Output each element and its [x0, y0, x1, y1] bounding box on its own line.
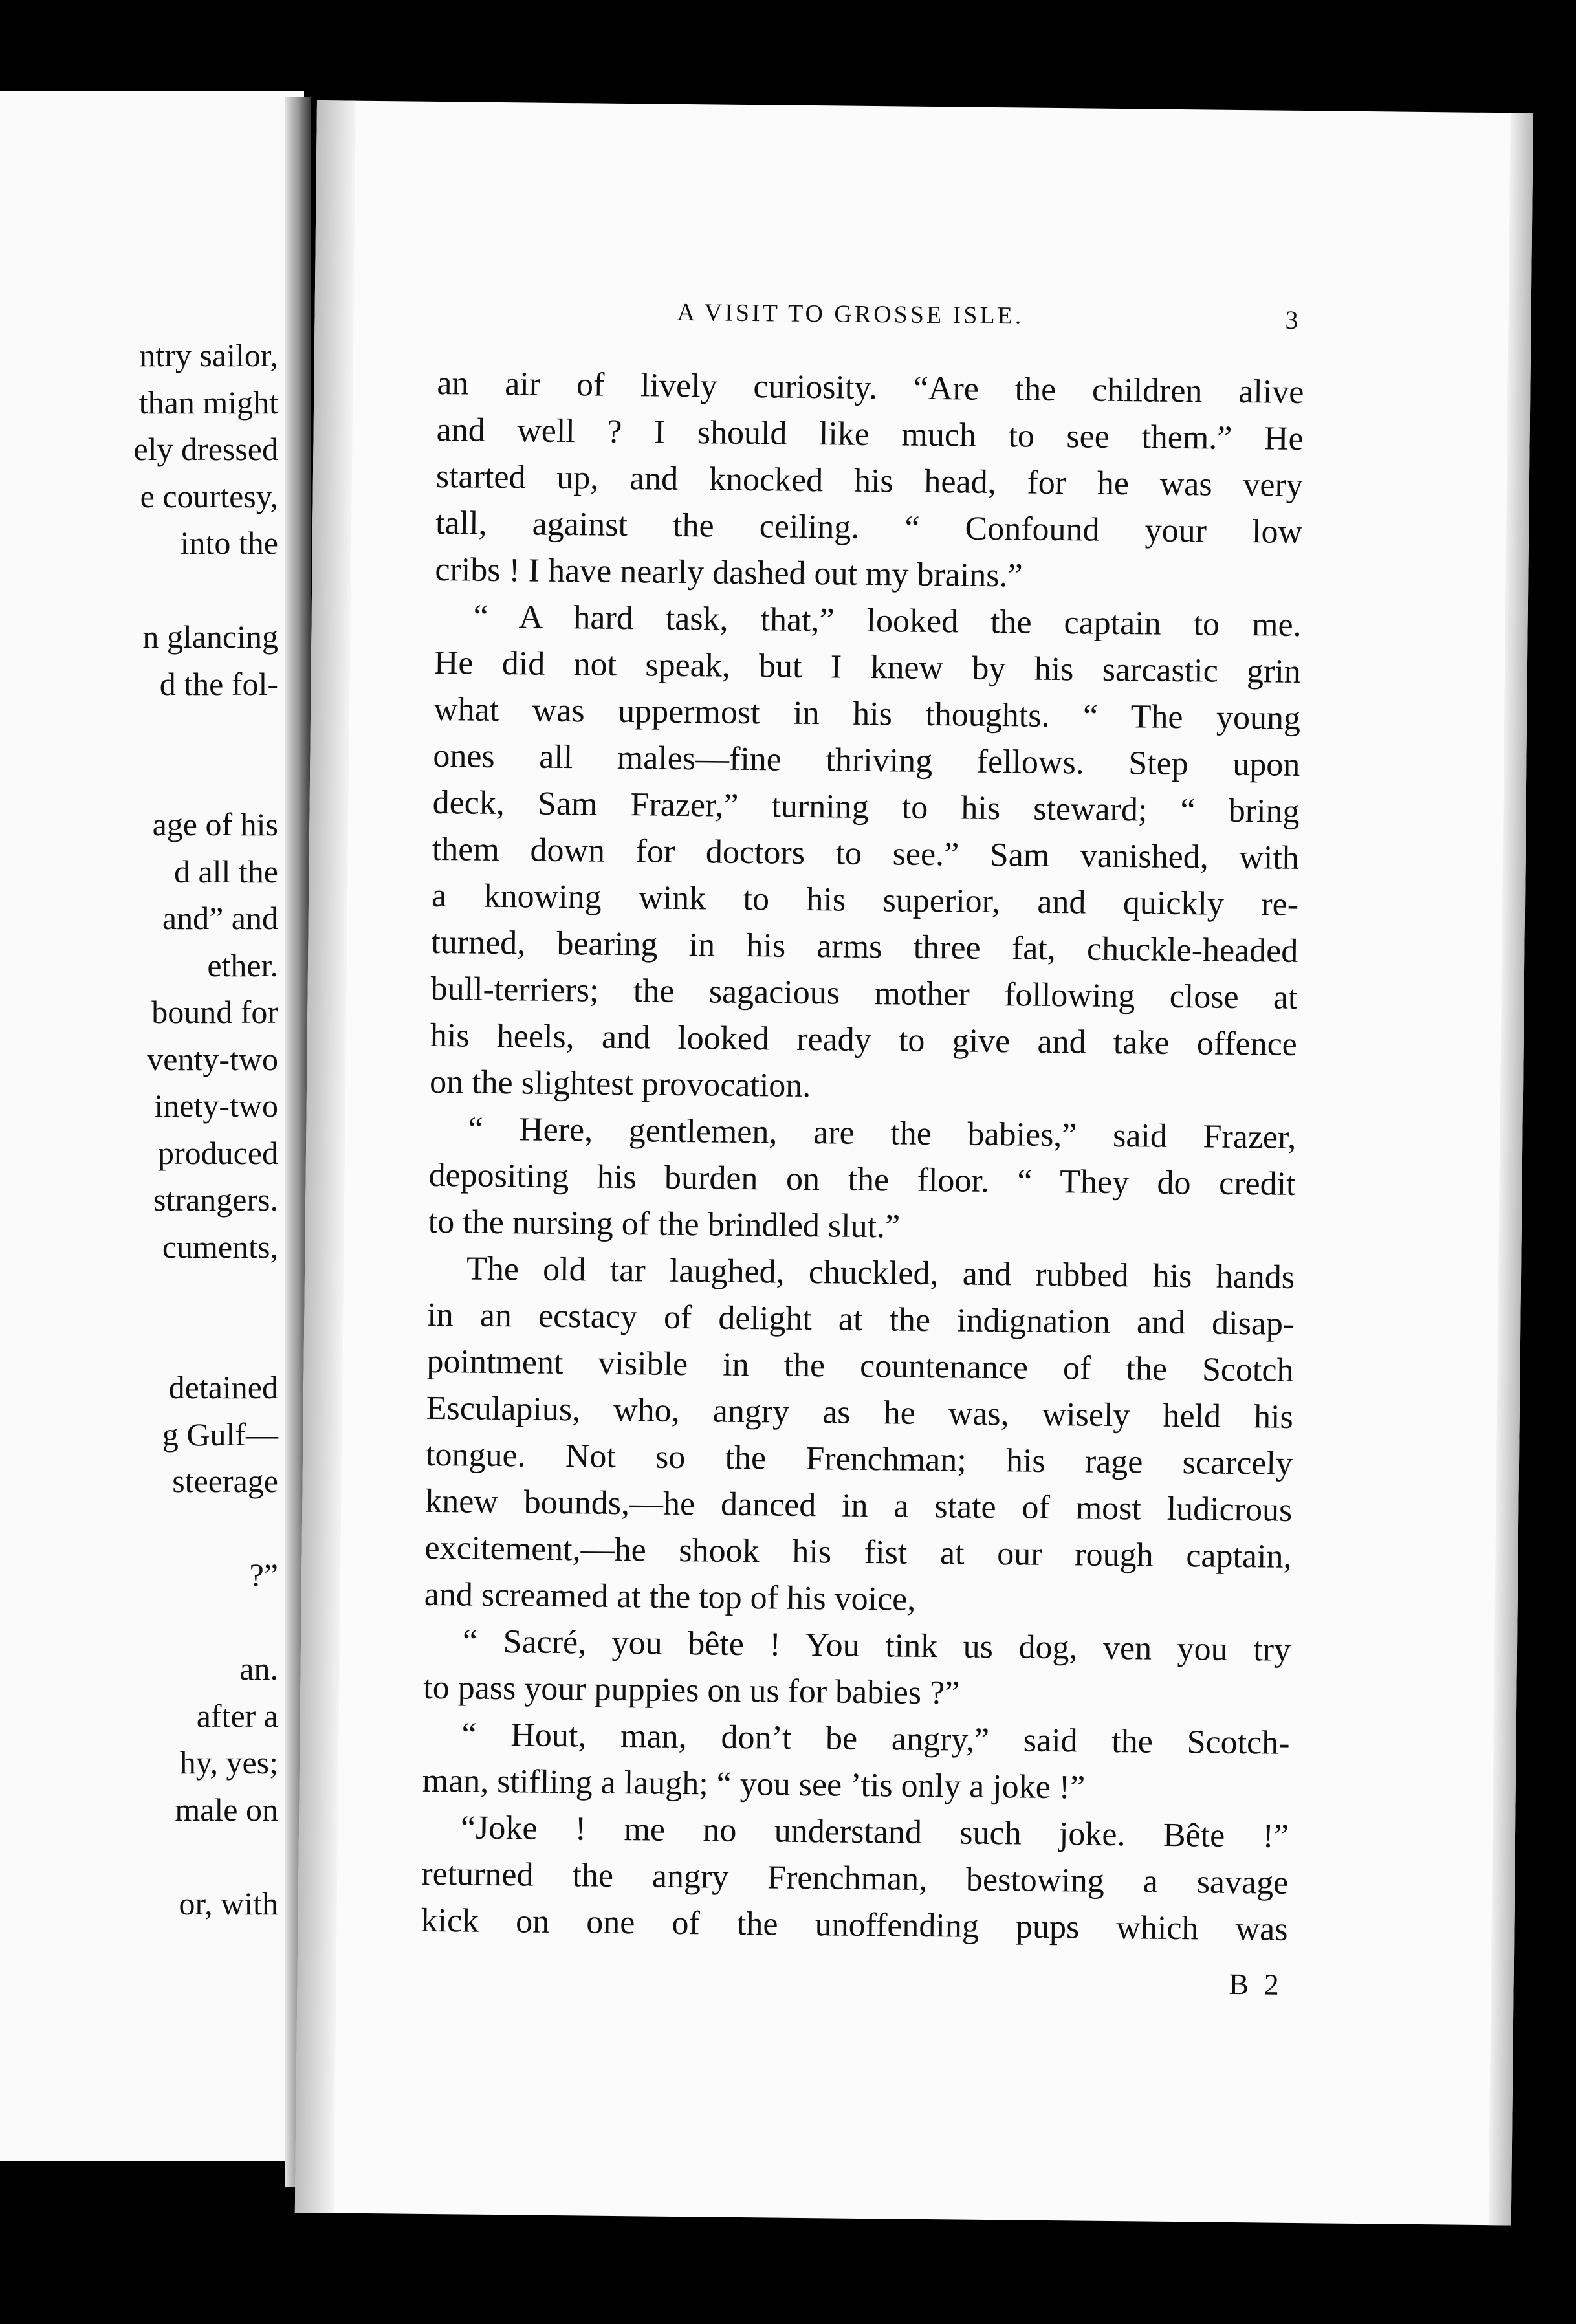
body-line: “Joke ! me no understand such joke. Bête !”: [460, 1809, 1289, 1855]
body-line: and screamed at the top of his voice,: [424, 1575, 916, 1618]
left-page-line: hy, yes;: [179, 1744, 278, 1781]
left-page-line: or, with: [179, 1885, 278, 1922]
body-line: what was uppermost in his thoughts. “ The young: [433, 690, 1301, 737]
body-line: and well ? I should like much to see them.” He: [436, 411, 1304, 457]
left-page-line: an.: [239, 1650, 278, 1687]
left-page-line: ether.: [207, 947, 278, 983]
body-line: knew bounds,—he danced in a state of most ludicrous: [425, 1482, 1293, 1529]
left-page-line: inety-two: [154, 1088, 278, 1124]
left-page-line: into the: [180, 525, 278, 561]
left-page-line: ?”: [249, 1557, 278, 1593]
left-page-line: venty-two: [147, 1040, 278, 1077]
left-page-line: n glancing: [142, 619, 278, 655]
left-page-line: produced: [157, 1134, 278, 1171]
body-line: an air of lively curiosity. “Are the children alive: [437, 364, 1304, 411]
left-page-line: e courtesy,: [140, 477, 278, 514]
body-line: to the nursing of the brindled slut.”: [428, 1203, 901, 1245]
left-page: [0, 91, 304, 2161]
body-line: tall, against the ceiling. “ Confound your low: [435, 504, 1303, 551]
signature-mark: B 2: [1229, 1967, 1284, 2001]
body-line: deck, Sam Frazer,” turning to his steward; “ bring: [432, 784, 1300, 830]
body-line: turned, bearing in his arms three fat, chuckle-headed: [431, 923, 1298, 970]
left-page-line: strangers.: [153, 1181, 278, 1218]
left-page-line: d the fol-: [159, 665, 278, 702]
body-line: pointment visible in the countenance of the Scotch: [426, 1343, 1294, 1389]
body-line: Esculapius, who, angry as he was, wisely held his: [426, 1389, 1294, 1436]
left-page-line: steerage: [172, 1463, 278, 1499]
left-page-line: ntry sailor,: [139, 337, 278, 373]
left-page-line: ely dressed: [133, 431, 278, 467]
body-line: on the slightest provocation.: [429, 1063, 811, 1105]
left-page-line: after a: [196, 1697, 278, 1734]
body-line: excitement,—he shook his fist at our rough captain,: [424, 1529, 1292, 1575]
body-line: to pass your puppies on us for babies ?”: [423, 1669, 960, 1712]
left-page-line: d all the: [173, 853, 278, 890]
body-line: cribs ! I have nearly dashed out my brains.”: [435, 551, 1023, 595]
body-line: “ A hard task, that,” looked the captain to me.: [473, 598, 1302, 644]
running-head: [314, 294, 1531, 340]
body-line: “ Hout, man, don’t be angry,” said the Scotch-: [461, 1716, 1290, 1762]
body-line: a knowing wink to his superior, and quickly re-: [431, 877, 1299, 923]
running-title: A VISIT TO GROSSE ISLE.: [677, 298, 1024, 330]
body-line: his heels, and looked ready to give and take offence: [430, 1016, 1298, 1063]
left-page-line: bound for: [151, 994, 278, 1030]
left-page-line: age of his: [152, 806, 278, 842]
left-page-line: cuments,: [162, 1228, 278, 1265]
left-page-line: and” and: [162, 900, 278, 936]
left-page-line: than might: [138, 384, 278, 421]
left-page-line: male on: [175, 1791, 278, 1828]
body-line: returned the angry Frenchman, bestowing a savage: [421, 1855, 1289, 1902]
body-line: “ Sacré, you bête ! You tink us dog, ven you try: [462, 1623, 1291, 1669]
body-line: The old tar laughed, chuckled, and rubbed his hands: [466, 1250, 1295, 1296]
page-number: 3: [1285, 305, 1298, 334]
body-line: started up, and knocked his head, for he was very: [435, 457, 1304, 504]
body-line: man, stifling a laugh; “ you see ’tis only a joke !”: [422, 1762, 1086, 1806]
body-line: “ Here, gentlemen, are the babies,” said Frazer,: [468, 1110, 1297, 1156]
body-line: tongue. Not so the Frenchman; his rage scarcely: [425, 1436, 1293, 1482]
body-line: depositing his burden on the floor. “ They do credit: [428, 1156, 1296, 1203]
body-line: bull-terriers; the sagacious mother following close at: [430, 970, 1298, 1016]
body-line: in an ecstacy of delight at the indignation and disap-: [427, 1296, 1295, 1343]
body-line: ones all males—fine thriving fellows. Step upon: [433, 737, 1300, 784]
body-line: them down for doctors to see.” Sam vanished, with: [432, 830, 1300, 877]
body-text: [421, 360, 1304, 1953]
body-line: He did not speak, but I knew by his sarcastic grin: [433, 644, 1302, 690]
page-edge: [1489, 113, 1533, 2225]
left-page-line: detained: [168, 1369, 278, 1405]
body-line: kick on one of the unoffending pups which was: [421, 1902, 1288, 1948]
left-page-line: g Gulf—: [162, 1416, 278, 1453]
right-page: [295, 100, 1533, 2226]
